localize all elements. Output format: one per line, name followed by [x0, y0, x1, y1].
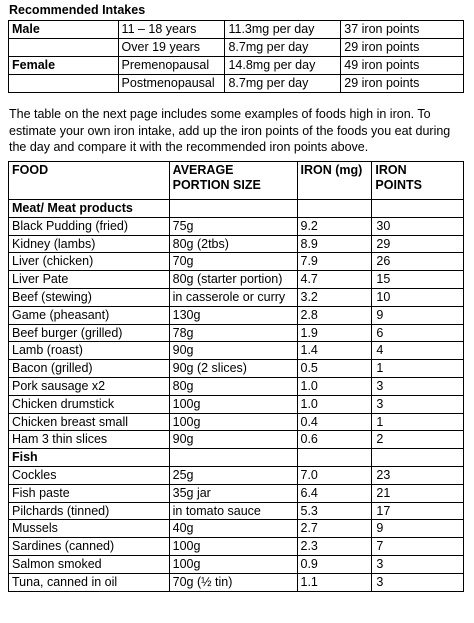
iron-points: 3	[372, 573, 464, 591]
portion-size: 80g	[169, 377, 297, 395]
food-name: Tuna, canned in oil	[9, 573, 170, 591]
intake-iron: 8.7mg per day	[225, 75, 341, 93]
iron-foods-table	[8, 161, 464, 592]
table-row	[9, 538, 464, 556]
iron-points: 2	[372, 431, 464, 449]
food-name: Liver Pate	[9, 271, 170, 289]
table-row	[9, 288, 464, 306]
portion-size: 100g	[169, 395, 297, 413]
iron-mg: 4.7	[297, 271, 372, 289]
portion-size: 100g	[169, 555, 297, 573]
recommended-intakes-title: Recommended Intakes	[9, 3, 146, 17]
food-name: Chicken drumstick	[9, 395, 170, 413]
iron-mg: 1.4	[297, 342, 372, 360]
category-empty-cell	[372, 449, 464, 467]
intake-sex	[9, 39, 119, 57]
portion-size: 80g (starter portion)	[169, 271, 297, 289]
food-name: Sardines (canned)	[9, 538, 170, 556]
food-name: Black Pudding (fried)	[9, 217, 170, 235]
category-row	[9, 449, 464, 467]
intake-row	[9, 57, 464, 75]
intro-paragraph: The table on the next page includes some examples of foods high in iron. To estimate your own iron intake, add up the iron points of the foods you eat during the day and compare it with the recommended iron points above.	[9, 107, 451, 154]
table-row	[9, 342, 464, 360]
category-label: Meat/ Meat products	[9, 200, 170, 218]
table-row	[9, 413, 464, 431]
table-row	[9, 502, 464, 520]
table-row	[9, 555, 464, 573]
iron-mg: 7.9	[297, 253, 372, 271]
iron-points: 1	[372, 360, 464, 378]
intake-points: 37 iron points	[341, 21, 464, 39]
portion-size: 75g	[169, 217, 297, 235]
iron-points: 15	[372, 271, 464, 289]
table-row	[9, 573, 464, 591]
iron-mg: 1.0	[297, 395, 372, 413]
header-portion: AVERAGE PORTION SIZE	[169, 162, 297, 200]
recommended-intakes-table	[8, 20, 464, 93]
category-empty-cell	[169, 200, 297, 218]
portion-size: 100g	[169, 413, 297, 431]
intake-points: 29 iron points	[341, 39, 464, 57]
table-row	[9, 377, 464, 395]
iron-points: 10	[372, 288, 464, 306]
header-iron: IRON (mg)	[297, 162, 372, 200]
iron-points: 9	[372, 306, 464, 324]
table-row	[9, 324, 464, 342]
category-label: Fish	[9, 449, 170, 467]
iron-mg: 9.2	[297, 217, 372, 235]
food-name: Pork sausage x2	[9, 377, 170, 395]
table-row	[9, 217, 464, 235]
iron-mg: 1.1	[297, 573, 372, 591]
food-name: Kidney (lambs)	[9, 235, 170, 253]
iron-mg: 2.7	[297, 520, 372, 538]
iron-points: 1	[372, 413, 464, 431]
iron-mg: 0.6	[297, 431, 372, 449]
portion-size: 90g (2 slices)	[169, 360, 297, 378]
portion-size: 40g	[169, 520, 297, 538]
table-row	[9, 271, 464, 289]
iron-mg: 8.9	[297, 235, 372, 253]
portion-size: 78g	[169, 324, 297, 342]
portion-size: in casserole or curry	[169, 288, 297, 306]
food-name: Ham 3 thin slices	[9, 431, 170, 449]
iron-points: 3	[372, 395, 464, 413]
iron-points: 29	[372, 235, 464, 253]
category-empty-cell	[297, 200, 372, 218]
iron-mg: 7.0	[297, 466, 372, 484]
iron-mg: 5.3	[297, 502, 372, 520]
iron-points: 30	[372, 217, 464, 235]
table-row	[9, 466, 464, 484]
iron-mg: 0.5	[297, 360, 372, 378]
food-name: Cockles	[9, 466, 170, 484]
food-name: Beef (stewing)	[9, 288, 170, 306]
intake-sex	[9, 75, 119, 93]
food-name: Beef burger (grilled)	[9, 324, 170, 342]
iron-mg: 0.9	[297, 555, 372, 573]
iron-points: 17	[372, 502, 464, 520]
iron-mg: 1.0	[297, 377, 372, 395]
table-row	[9, 235, 464, 253]
intake-group: 11 – 18 years	[118, 21, 225, 39]
iron-points: 3	[372, 555, 464, 573]
portion-size: 130g	[169, 306, 297, 324]
intake-sex: Female	[9, 57, 119, 75]
intake-group: Over 19 years	[118, 39, 225, 57]
iron-mg: 6.4	[297, 484, 372, 502]
iron-mg: 1.9	[297, 324, 372, 342]
category-empty-cell	[372, 200, 464, 218]
intake-row	[9, 21, 464, 39]
food-name: Game (pheasant)	[9, 306, 170, 324]
food-name: Salmon smoked	[9, 555, 170, 573]
iron-points: 6	[372, 324, 464, 342]
iron-mg: 3.2	[297, 288, 372, 306]
iron-points: 9	[372, 520, 464, 538]
intake-iron: 14.8mg per day	[225, 57, 341, 75]
table-row	[9, 484, 464, 502]
table-row	[9, 253, 464, 271]
category-empty-cell	[297, 449, 372, 467]
intake-iron: 8.7mg per day	[225, 39, 341, 57]
intake-iron: 11.3mg per day	[225, 21, 341, 39]
table-row	[9, 306, 464, 324]
intake-row	[9, 75, 464, 93]
portion-size: 25g	[169, 466, 297, 484]
portion-size: 70g	[169, 253, 297, 271]
intake-row	[9, 39, 464, 57]
portion-size: 100g	[169, 538, 297, 556]
table-row	[9, 395, 464, 413]
iron-mg: 0.4	[297, 413, 372, 431]
food-name: Bacon (grilled)	[9, 360, 170, 378]
intake-sex: Male	[9, 21, 119, 39]
intake-group: Premenopausal	[118, 57, 225, 75]
portion-size: 70g (½ tin)	[169, 573, 297, 591]
table-header-row	[9, 162, 464, 200]
header-food: FOOD	[9, 162, 170, 200]
portion-size: 35g jar	[169, 484, 297, 502]
iron-points: 7	[372, 538, 464, 556]
food-name: Mussels	[9, 520, 170, 538]
iron-mg: 2.3	[297, 538, 372, 556]
intake-points: 29 iron points	[341, 75, 464, 93]
iron-points: 21	[372, 484, 464, 502]
portion-size: in tomato sauce	[169, 502, 297, 520]
category-empty-cell	[169, 449, 297, 467]
intake-points: 49 iron points	[341, 57, 464, 75]
iron-points: 23	[372, 466, 464, 484]
food-name: Pilchards (tinned)	[9, 502, 170, 520]
intake-group: Postmenopausal	[118, 75, 225, 93]
iron-points: 4	[372, 342, 464, 360]
portion-size: 90g	[169, 342, 297, 360]
portion-size: 90g	[169, 431, 297, 449]
food-name: Lamb (roast)	[9, 342, 170, 360]
table-row	[9, 360, 464, 378]
iron-points: 3	[372, 377, 464, 395]
iron-points: 26	[372, 253, 464, 271]
food-name: Chicken breast small	[9, 413, 170, 431]
food-name: Liver (chicken)	[9, 253, 170, 271]
portion-size: 80g (2tbs)	[169, 235, 297, 253]
table-row	[9, 431, 464, 449]
food-name: Fish paste	[9, 484, 170, 502]
header-points: IRON POINTS	[372, 162, 464, 200]
table-row	[9, 520, 464, 538]
iron-mg: 2.8	[297, 306, 372, 324]
category-row	[9, 200, 464, 218]
